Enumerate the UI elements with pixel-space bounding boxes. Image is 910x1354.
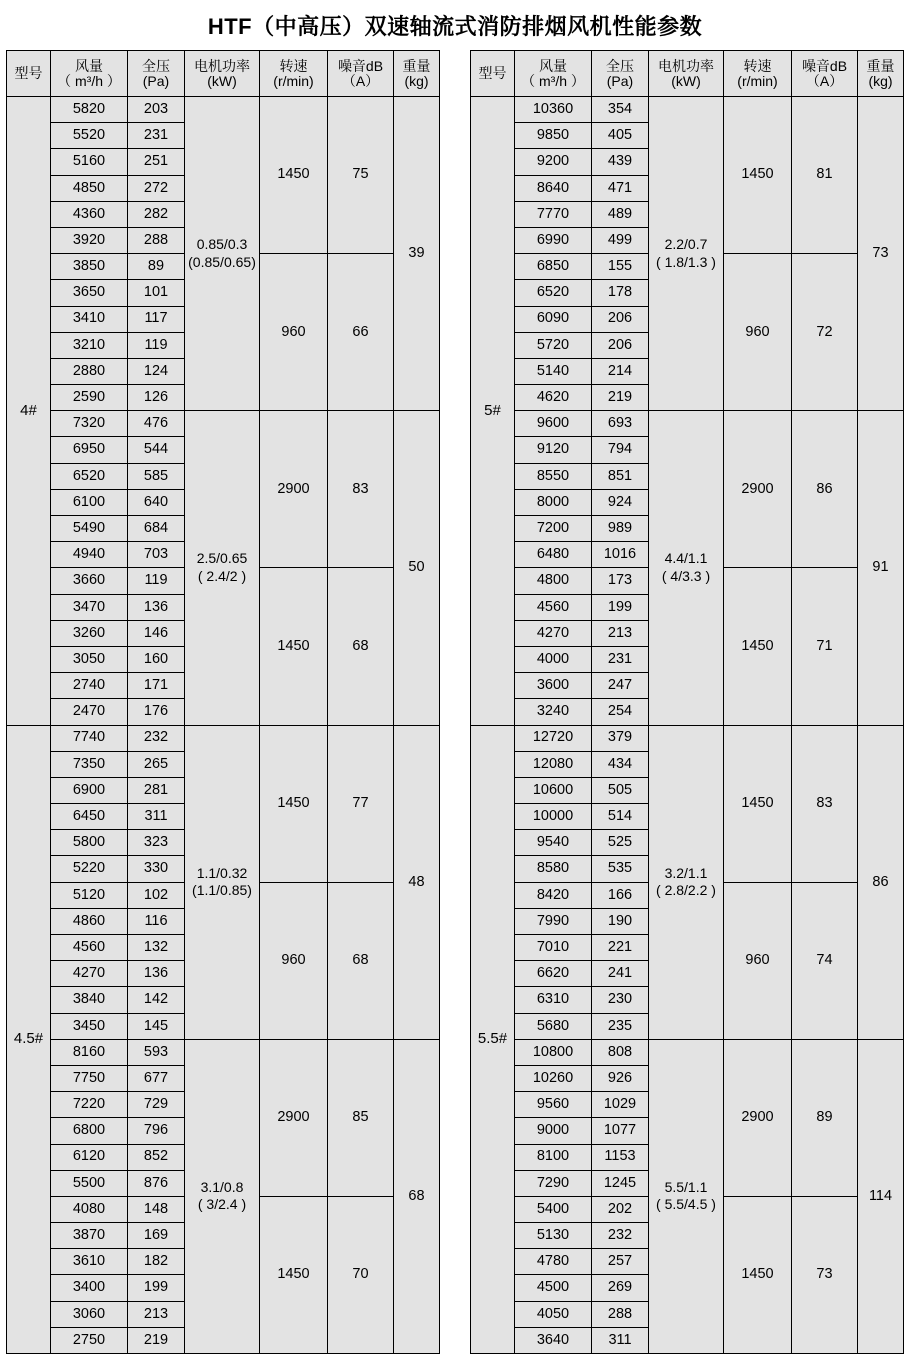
noise-value: 83	[792, 725, 858, 882]
header-noise-left: 噪音dB （A）	[328, 51, 394, 97]
header-weight-left: 重量 (kg)	[394, 51, 440, 97]
speed-value: 2900	[260, 411, 328, 568]
flow-value: 3840	[51, 987, 128, 1013]
pressure-value: 213	[128, 1301, 185, 1327]
noise-value: 77	[328, 725, 394, 882]
flow-value: 10000	[515, 804, 592, 830]
pressure-value: 640	[128, 489, 185, 515]
pressure-value: 235	[592, 1013, 649, 1039]
flow-value: 7290	[515, 1170, 592, 1196]
flow-value: 6520	[51, 463, 128, 489]
power-value: 2.5/0.65 ( 2.4/2 )	[185, 411, 260, 725]
power-value: 5.5/1.1 ( 5.5/4.5 )	[649, 1039, 724, 1353]
flow-value: 3850	[51, 254, 128, 280]
noise-value: 75	[328, 97, 394, 254]
power-value: 2.2/0.7 ( 1.8/1.3 )	[649, 97, 724, 411]
flow-value: 5120	[51, 882, 128, 908]
speed-value: 2900	[260, 1039, 328, 1196]
flow-value: 3210	[51, 332, 128, 358]
flow-value: 6990	[515, 227, 592, 253]
header-model-left: 型号	[7, 51, 51, 97]
flow-value: 5130	[515, 1223, 592, 1249]
pressure-value: 124	[128, 358, 185, 384]
flow-value: 3400	[51, 1275, 128, 1301]
table-row	[7, 411, 440, 437]
pressure-value: 499	[592, 227, 649, 253]
speed-value: 2900	[724, 411, 792, 568]
pressure-value: 119	[128, 332, 185, 358]
pressure-value: 206	[592, 306, 649, 332]
noise-value: 85	[328, 1039, 394, 1196]
pressure-value: 311	[592, 1327, 649, 1353]
pressure-value: 926	[592, 1065, 649, 1091]
pressure-value: 219	[128, 1327, 185, 1353]
flow-value: 3640	[515, 1327, 592, 1353]
speed-value: 1450	[260, 568, 328, 725]
pressure-value: 476	[128, 411, 185, 437]
flow-value: 3610	[51, 1249, 128, 1275]
pressure-value: 171	[128, 673, 185, 699]
pressure-value: 1245	[592, 1170, 649, 1196]
flow-value: 6100	[51, 489, 128, 515]
flow-value: 7320	[51, 411, 128, 437]
pressure-value: 132	[128, 935, 185, 961]
noise-value: 71	[792, 568, 858, 725]
pressure-value: 693	[592, 411, 649, 437]
pressure-value: 199	[128, 1275, 185, 1301]
speed-value: 2900	[724, 1039, 792, 1196]
flow-value: 7750	[51, 1065, 128, 1091]
flow-value: 3600	[515, 673, 592, 699]
pressure-value: 288	[592, 1301, 649, 1327]
pressure-value: 1029	[592, 1092, 649, 1118]
noise-value: 66	[328, 254, 394, 411]
pressure-value: 257	[592, 1249, 649, 1275]
pressure-value: 213	[592, 620, 649, 646]
flow-value: 8000	[515, 489, 592, 515]
pressure-value: 142	[128, 987, 185, 1013]
flow-value: 3870	[51, 1223, 128, 1249]
flow-value: 4080	[51, 1196, 128, 1222]
pressure-value: 178	[592, 280, 649, 306]
pressure-value: 232	[128, 725, 185, 751]
flow-value: 3450	[51, 1013, 128, 1039]
header-pressure-left: 全压 (Pa)	[128, 51, 185, 97]
flow-value: 5820	[51, 97, 128, 123]
table-body-left	[7, 97, 440, 1354]
noise-value: 68	[328, 882, 394, 1039]
spec-tables-container	[0, 50, 910, 1354]
header-power-right: 电机功率 (kW)	[649, 51, 724, 97]
model-cell-5-5: 5.5#	[471, 725, 515, 1354]
pressure-value: 514	[592, 804, 649, 830]
flow-value: 2470	[51, 699, 128, 725]
flow-value: 4940	[51, 542, 128, 568]
header-weight-right: 重量 (kg)	[858, 51, 904, 97]
table-row	[471, 411, 904, 437]
header-speed-right: 转速 (r/min)	[724, 51, 792, 97]
spec-table-left	[6, 50, 440, 1354]
flow-value: 7010	[515, 935, 592, 961]
flow-value: 12720	[515, 725, 592, 751]
noise-value: 73	[792, 1196, 858, 1353]
pressure-value: 173	[592, 568, 649, 594]
pressure-value: 190	[592, 908, 649, 934]
pressure-value: 203	[128, 97, 185, 123]
flow-value: 7350	[51, 751, 128, 777]
pressure-value: 354	[592, 97, 649, 123]
pressure-value: 116	[128, 908, 185, 934]
flow-value: 6950	[51, 437, 128, 463]
flow-value: 7220	[51, 1092, 128, 1118]
pressure-value: 489	[592, 201, 649, 227]
noise-value: 72	[792, 254, 858, 411]
pressure-value: 281	[128, 777, 185, 803]
pressure-value: 136	[128, 594, 185, 620]
flow-value: 4360	[51, 201, 128, 227]
flow-value: 4000	[515, 646, 592, 672]
noise-value: 68	[328, 568, 394, 725]
pressure-value: 145	[128, 1013, 185, 1039]
flow-value: 3260	[51, 620, 128, 646]
flow-value: 9000	[515, 1118, 592, 1144]
flow-value: 9120	[515, 437, 592, 463]
speed-value: 960	[724, 254, 792, 411]
speed-value: 1450	[260, 97, 328, 254]
pressure-value: 148	[128, 1196, 185, 1222]
header-flow-right: 风量 （ m³/h ）	[515, 51, 592, 97]
pressure-value: 155	[592, 254, 649, 280]
pressure-value: 471	[592, 175, 649, 201]
pressure-value: 794	[592, 437, 649, 463]
pressure-value: 272	[128, 175, 185, 201]
flow-value: 6850	[515, 254, 592, 280]
flow-value: 6310	[515, 987, 592, 1013]
power-value: 3.2/1.1 ( 2.8/2.2 )	[649, 725, 724, 1039]
flow-value: 9560	[515, 1092, 592, 1118]
pressure-value: 434	[592, 751, 649, 777]
pressure-value: 202	[592, 1196, 649, 1222]
flow-value: 4050	[515, 1301, 592, 1327]
weight-value: 48	[394, 725, 440, 1039]
flow-value: 9600	[515, 411, 592, 437]
flow-value: 7200	[515, 516, 592, 542]
pressure-value: 544	[128, 437, 185, 463]
flow-value: 3410	[51, 306, 128, 332]
pressure-value: 265	[128, 751, 185, 777]
pressure-value: 206	[592, 332, 649, 358]
flow-value: 6520	[515, 280, 592, 306]
flow-value: 3660	[51, 568, 128, 594]
flow-value: 4780	[515, 1249, 592, 1275]
pressure-value: 505	[592, 777, 649, 803]
model-cell-4: 4#	[7, 97, 51, 726]
noise-value: 89	[792, 1039, 858, 1196]
speed-value: 1450	[724, 725, 792, 882]
flow-value: 6120	[51, 1144, 128, 1170]
flow-value: 3650	[51, 280, 128, 306]
flow-value: 10800	[515, 1039, 592, 1065]
model-cell-5: 5#	[471, 97, 515, 726]
pressure-value: 989	[592, 516, 649, 542]
flow-value: 8550	[515, 463, 592, 489]
weight-value: 114	[858, 1039, 904, 1353]
flow-value: 7740	[51, 725, 128, 751]
pressure-value: 330	[128, 856, 185, 882]
pressure-value: 136	[128, 961, 185, 987]
pressure-value: 311	[128, 804, 185, 830]
speed-value: 1450	[724, 568, 792, 725]
flow-value: 5400	[515, 1196, 592, 1222]
flow-value: 4560	[51, 935, 128, 961]
pressure-value: 808	[592, 1039, 649, 1065]
power-value: 4.4/1.1 ( 4/3.3 )	[649, 411, 724, 725]
pressure-value: 405	[592, 123, 649, 149]
flow-value: 8160	[51, 1039, 128, 1065]
flow-value: 2590	[51, 385, 128, 411]
pressure-value: 232	[592, 1223, 649, 1249]
noise-value: 86	[792, 411, 858, 568]
speed-value: 960	[260, 882, 328, 1039]
pressure-value: 729	[128, 1092, 185, 1118]
flow-value: 4800	[515, 568, 592, 594]
flow-value: 9200	[515, 149, 592, 175]
speed-value: 1450	[724, 97, 792, 254]
pressure-value: 379	[592, 725, 649, 751]
flow-value: 2740	[51, 673, 128, 699]
spec-table-right	[470, 50, 904, 1354]
flow-value: 6450	[51, 804, 128, 830]
header-flow-left: 风量 （ m³/h ）	[51, 51, 128, 97]
flow-value: 10260	[515, 1065, 592, 1091]
weight-value: 73	[858, 97, 904, 411]
pressure-value: 251	[128, 149, 185, 175]
flow-value: 3920	[51, 227, 128, 253]
pressure-value: 199	[592, 594, 649, 620]
speed-value: 960	[260, 254, 328, 411]
flow-value: 5220	[51, 856, 128, 882]
flow-value: 6620	[515, 961, 592, 987]
noise-value: 83	[328, 411, 394, 568]
flow-value: 10600	[515, 777, 592, 803]
flow-value: 4560	[515, 594, 592, 620]
pressure-value: 439	[592, 149, 649, 175]
speed-value: 960	[724, 882, 792, 1039]
pressure-value: 593	[128, 1039, 185, 1065]
flow-value: 6480	[515, 542, 592, 568]
flow-value: 4860	[51, 908, 128, 934]
weight-value: 50	[394, 411, 440, 725]
pressure-value: 535	[592, 856, 649, 882]
flow-value: 10360	[515, 97, 592, 123]
flow-value: 5140	[515, 358, 592, 384]
flow-value: 4270	[515, 620, 592, 646]
pressure-value: 231	[592, 646, 649, 672]
pressure-value: 146	[128, 620, 185, 646]
pressure-value: 1153	[592, 1144, 649, 1170]
flow-value: 8580	[515, 856, 592, 882]
pressure-value: 89	[128, 254, 185, 280]
pressure-value: 269	[592, 1275, 649, 1301]
table-header-right	[471, 51, 904, 97]
pressure-value: 684	[128, 516, 185, 542]
table-row	[7, 97, 440, 123]
flow-value: 3470	[51, 594, 128, 620]
noise-value: 81	[792, 97, 858, 254]
speed-value: 1450	[724, 1196, 792, 1353]
weight-value: 91	[858, 411, 904, 725]
flow-value: 5800	[51, 830, 128, 856]
flow-value: 5720	[515, 332, 592, 358]
pressure-value: 160	[128, 646, 185, 672]
pressure-value: 677	[128, 1065, 185, 1091]
speed-value: 1450	[260, 1196, 328, 1353]
flow-value: 5520	[51, 123, 128, 149]
table-row	[471, 97, 904, 123]
flow-value: 4270	[51, 961, 128, 987]
pressure-value: 247	[592, 673, 649, 699]
pressure-value: 796	[128, 1118, 185, 1144]
flow-value: 6090	[515, 306, 592, 332]
pressure-value: 117	[128, 306, 185, 332]
pressure-value: 176	[128, 699, 185, 725]
pressure-value: 231	[128, 123, 185, 149]
flow-value: 9540	[515, 830, 592, 856]
pressure-value: 214	[592, 358, 649, 384]
flow-value: 4850	[51, 175, 128, 201]
flow-value: 3060	[51, 1301, 128, 1327]
table-row	[7, 1039, 440, 1065]
power-value: 0.85/0.3 (0.85/0.65)	[185, 97, 260, 411]
weight-value: 68	[394, 1039, 440, 1353]
pressure-value: 288	[128, 227, 185, 253]
header-speed-left: 转速 (r/min)	[260, 51, 328, 97]
weight-value: 39	[394, 97, 440, 411]
flow-value: 2880	[51, 358, 128, 384]
pressure-value: 254	[592, 699, 649, 725]
pressure-value: 166	[592, 882, 649, 908]
table-body-right	[471, 97, 904, 1354]
pressure-value: 126	[128, 385, 185, 411]
flow-value: 8100	[515, 1144, 592, 1170]
pressure-value: 102	[128, 882, 185, 908]
pressure-value: 230	[592, 987, 649, 1013]
table-row	[7, 725, 440, 751]
pressure-value: 169	[128, 1223, 185, 1249]
header-noise-right: 噪音dB （A）	[792, 51, 858, 97]
flow-value: 4620	[515, 385, 592, 411]
pressure-value: 219	[592, 385, 649, 411]
table-row	[471, 1039, 904, 1065]
flow-value: 7990	[515, 908, 592, 934]
flow-value: 8420	[515, 882, 592, 908]
pressure-value: 282	[128, 201, 185, 227]
pressure-value: 1016	[592, 542, 649, 568]
flow-value: 12080	[515, 751, 592, 777]
flow-value: 2750	[51, 1327, 128, 1353]
pressure-value: 119	[128, 568, 185, 594]
pressure-value: 1077	[592, 1118, 649, 1144]
header-pressure-right: 全压 (Pa)	[592, 51, 649, 97]
flow-value: 5500	[51, 1170, 128, 1196]
pressure-value: 876	[128, 1170, 185, 1196]
flow-value: 5490	[51, 516, 128, 542]
page-title: HTF（中高压）双速轴流式消防排烟风机性能参数	[207, 14, 703, 39]
pressure-value: 323	[128, 830, 185, 856]
flow-value: 7770	[515, 201, 592, 227]
pressure-value: 852	[128, 1144, 185, 1170]
pressure-value: 525	[592, 830, 649, 856]
noise-value: 74	[792, 882, 858, 1039]
flow-value: 4500	[515, 1275, 592, 1301]
noise-value: 70	[328, 1196, 394, 1353]
pressure-value: 924	[592, 489, 649, 515]
pressure-value: 101	[128, 280, 185, 306]
pressure-value: 585	[128, 463, 185, 489]
flow-value: 8640	[515, 175, 592, 201]
pressure-value: 851	[592, 463, 649, 489]
table-row	[471, 725, 904, 751]
speed-value: 1450	[260, 725, 328, 882]
pressure-value: 182	[128, 1249, 185, 1275]
pressure-value: 241	[592, 961, 649, 987]
header-power-left: 电机功率 (kW)	[185, 51, 260, 97]
table-header-left	[7, 51, 440, 97]
flow-value: 6800	[51, 1118, 128, 1144]
flow-value: 5680	[515, 1013, 592, 1039]
pressure-value: 703	[128, 542, 185, 568]
flow-value: 6900	[51, 777, 128, 803]
header-model-right: 型号	[471, 51, 515, 97]
flow-value: 9850	[515, 123, 592, 149]
power-value: 3.1/0.8 ( 3/2.4 )	[185, 1039, 260, 1353]
pressure-value: 221	[592, 935, 649, 961]
model-cell-4-5: 4.5#	[7, 725, 51, 1354]
flow-value: 3240	[515, 699, 592, 725]
weight-value: 86	[858, 725, 904, 1039]
flow-value: 5160	[51, 149, 128, 175]
flow-value: 3050	[51, 646, 128, 672]
power-value: 1.1/0.32 (1.1/0.85)	[185, 725, 260, 1039]
